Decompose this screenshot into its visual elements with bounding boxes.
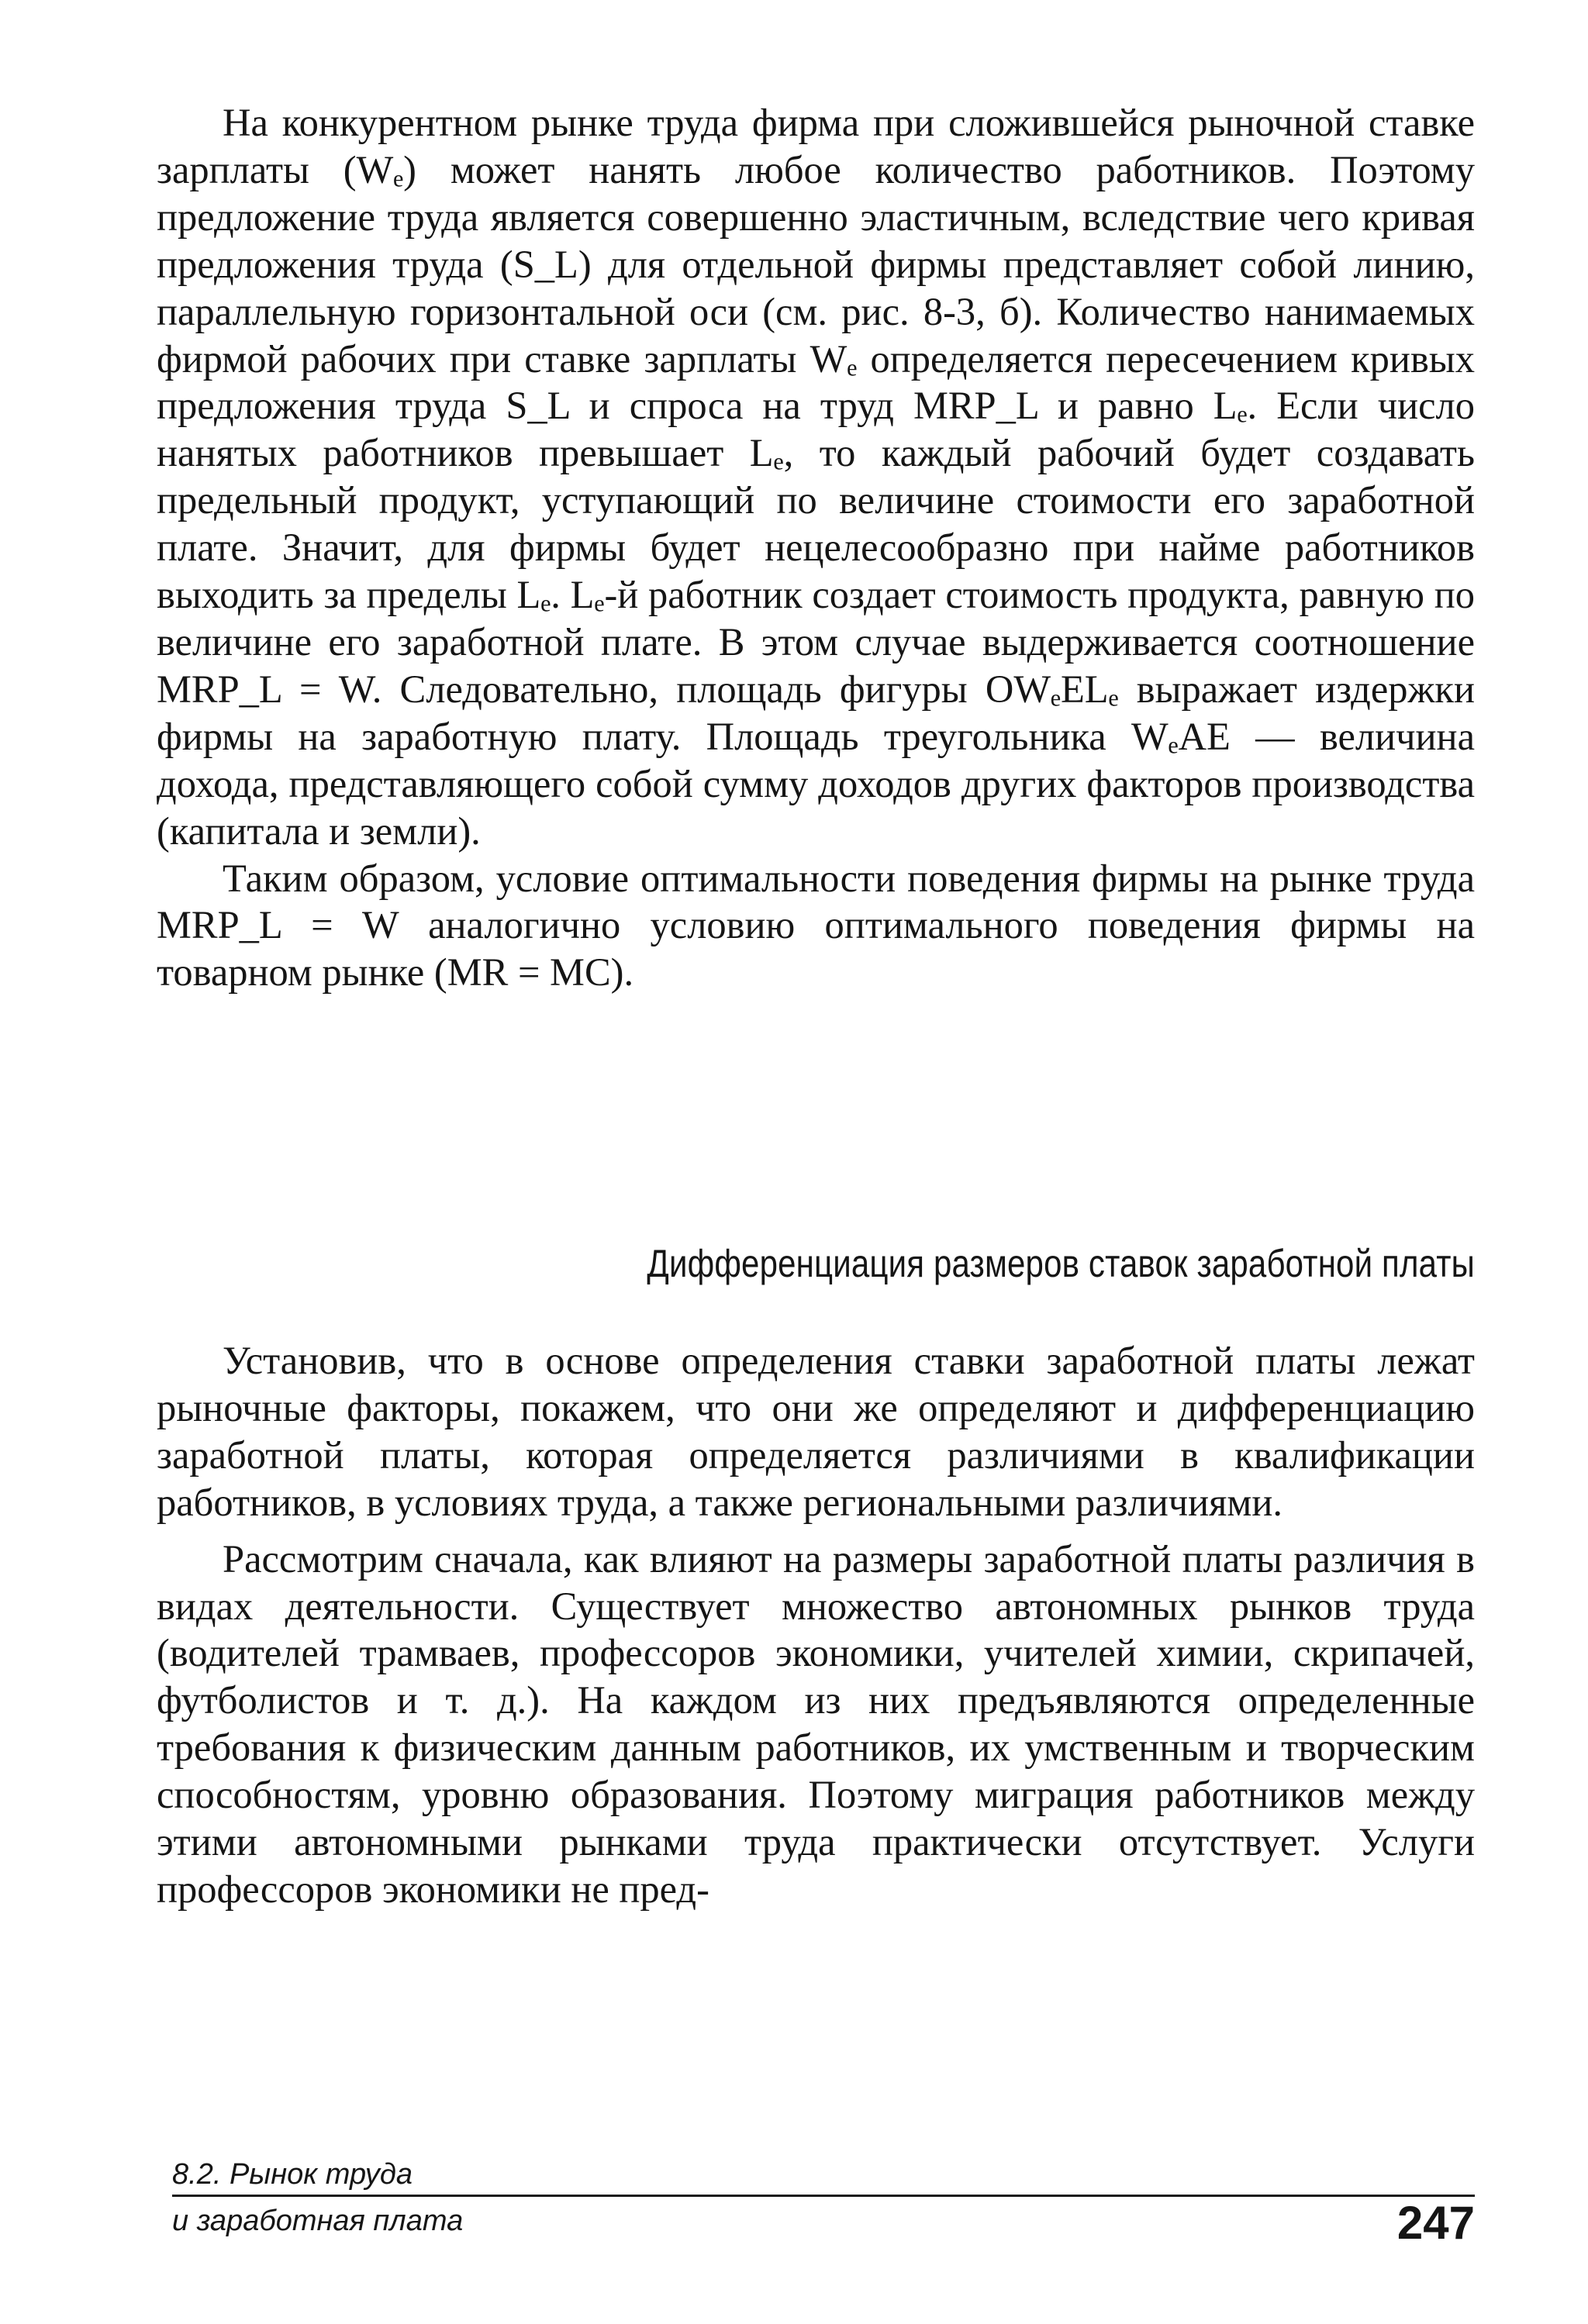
paragraph-occupational-differences: Рассмотрим сначала, как влияют на размеры заработной платы различия в видах деятельности. Существует множество автономных рынков труда (водителей трамваев, профессоров экономики, учителей химии, скрипачей, футболистов и т. д.). На каждом из них предъявляются определенные требования к физическим данным работников, их умственным и творческим способностям, уровню образования. Поэтому миграция работников между этими автономными рынками труда практически отсутствует. Услуги профессоров экономики не пред- <box>157 1536 1475 1911</box>
section-heading: Дифференциация размеров ставок заработной платы <box>647 1242 1475 1285</box>
paragraph-optimality-condition: Таким образом, условие оптимальности поведения фирмы на рынке труда MRP_L = W аналогично условию оптимального поведения фирмы на товарном рынке (MR = MC). <box>157 856 1475 995</box>
paragraph-wage-differentiation: Установив, что в основе определения ставки заработной платы лежат рыночные факторы, покажем, что они же определяют и дифференциацию заработной платы, которая определяется различиями в квалификации работников, в условиях труда, а также региональными различиями. <box>157 1339 1475 1524</box>
footer-section-title-line-1: 8.2. Рынок труда <box>172 2158 413 2191</box>
body-text-lower <box>157 1337 1475 1913</box>
footer-section-title-line-2: и заработная плата <box>172 2205 464 2237</box>
paragraph-labor-supply: На конкурентном рынке труда фирма при сложившейся рыночной ставке зарплаты (Wₑ) может нанять любое количество работников. Поэтому предложение труда является совершенно эластичным, вследствие чего кривая предложения труда (S_L) для отдельной фирмы представляет собой линию, параллельную горизонтальной оси (см. рис. 8-3, б). Количество нанимаемых фирмой рабочих при ставке зарплаты Wₑ определяется пересечением кривых предложения труда S_L и спроса на труд MRP_L и равно Lₑ. Если число нанятых работников превышает Lₑ, то каждый рабочий будет создавать предельный продукт, уступающий по величине стоимости его заработной плате. Значит, для фирмы будет нецелесообразно при найме работников выходить за пределы Lₑ. Lₑ-й работник создает стоимость продукта, равную по величине его заработной плате. В этом случае выдерживается соотношение MRP_L = W. Следовательно, площадь фигуры OWₑELₑ выражает издержки фирмы на заработную плату. Площадь треугольника WₑAE — величина дохода, представляющего собой сумму доходов других факторов производства (капитала и земли). <box>157 101 1475 853</box>
body-text-upper <box>157 99 1475 996</box>
footer-divider <box>172 2195 1475 2197</box>
page-number: 247 <box>1396 2197 1475 2249</box>
